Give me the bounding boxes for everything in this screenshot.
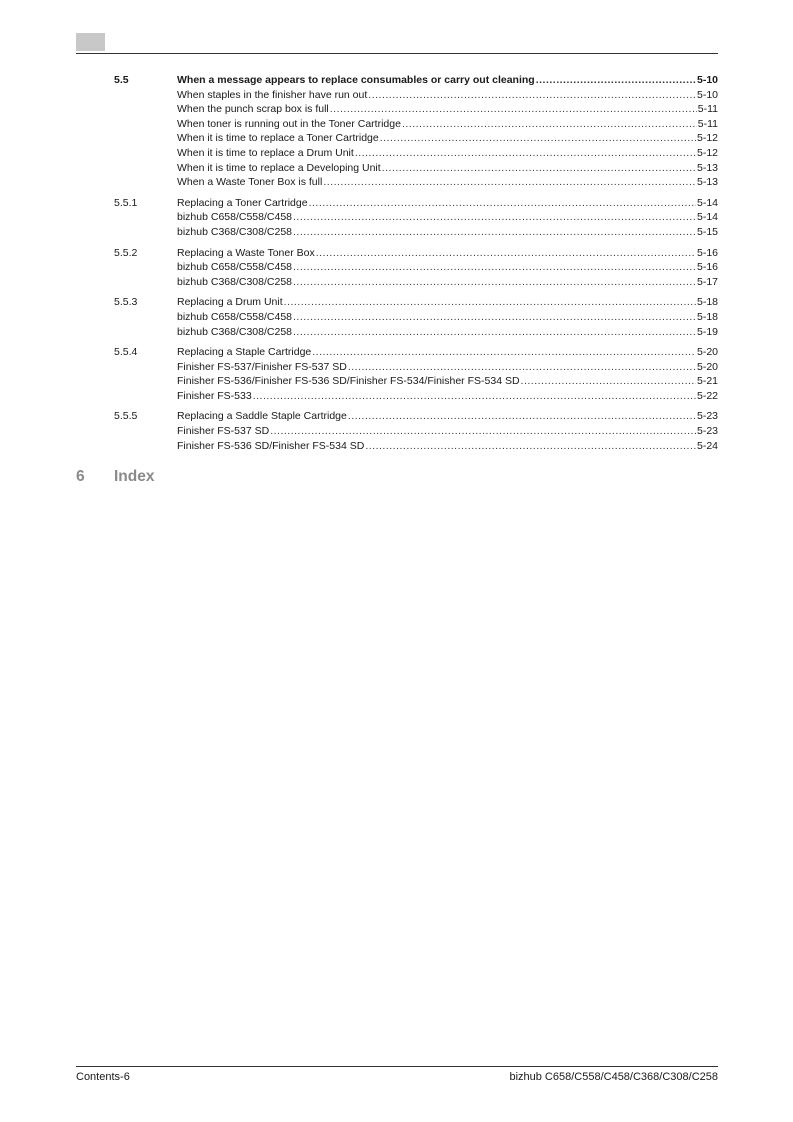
toc-entry[interactable] [177, 117, 718, 132]
toc-entry-title: bizhub C368/C308/C258 [177, 275, 292, 288]
toc-entry[interactable] [177, 389, 718, 404]
toc-entry-page: 5-13 [696, 161, 718, 174]
toc-entry-page: 5-14 [696, 196, 718, 209]
toc-entry-page: 5-20 [696, 346, 718, 359]
toc-entry-page: 5-22 [696, 389, 718, 402]
toc-entry-page: 5-16 [696, 246, 718, 259]
toc-dot-leader [312, 345, 696, 360]
toc-entry-page: 5-14 [696, 211, 718, 224]
toc-entry-page: 5-15 [696, 225, 718, 238]
toc-entry[interactable] [177, 102, 718, 117]
toc-entry-page: 5-19 [696, 325, 718, 338]
toc-entry-title: When it is time to replace a Drum Unit [177, 146, 354, 159]
toc-group [76, 73, 718, 190]
toc-entry[interactable] [177, 360, 718, 375]
toc-entry-title: Replacing a Waste Toner Box [177, 246, 315, 259]
toc-entry[interactable] [177, 409, 718, 424]
toc-entry[interactable] [177, 73, 718, 88]
toc-entry[interactable] [177, 88, 718, 103]
toc-entry-title: bizhub C658/C558/C458 [177, 211, 292, 224]
toc-entry-title: Finisher FS-533 [177, 389, 252, 402]
toc-dot-leader [293, 325, 696, 340]
toc-entry-title: When a message appears to replace consumables or carry out cleaning [177, 74, 535, 86]
toc-entry-title: When a Waste Toner Box is full [177, 176, 323, 189]
header-rule [76, 53, 718, 54]
toc-entry-page: 5-24 [696, 439, 718, 452]
toc-dot-leader [293, 275, 696, 290]
toc-entry[interactable] [177, 161, 718, 176]
toc-entry-title: Replacing a Drum Unit [177, 296, 283, 309]
toc-entry[interactable] [177, 439, 718, 454]
toc-dot-leader [380, 131, 696, 146]
toc-entry-page: 5-10 [696, 74, 718, 86]
header-tab [76, 33, 105, 51]
toc-entry-title: bizhub C368/C308/C258 [177, 225, 292, 238]
toc-dot-leader [521, 374, 696, 389]
toc-section-number: 5.5.5 [114, 410, 138, 423]
toc-dot-leader [348, 409, 696, 424]
toc-entry-page: 5-10 [696, 88, 718, 101]
toc-entry[interactable] [177, 275, 718, 290]
toc-entry[interactable] [177, 295, 718, 310]
toc-dot-leader [355, 146, 696, 161]
toc-dot-leader [293, 260, 696, 275]
toc-entry-page: 5-16 [696, 261, 718, 274]
toc-dot-leader [253, 389, 696, 404]
chapter-number: 6 [76, 468, 85, 485]
toc-dot-leader [382, 161, 696, 176]
toc-section-number: 5.5.1 [114, 196, 138, 209]
toc-entry-title: When it is time to replace a Toner Cartridge [177, 132, 379, 145]
toc-entry-page: 5-23 [696, 410, 718, 423]
toc-dot-leader [293, 210, 696, 225]
toc-entry-page: 5-12 [696, 146, 718, 159]
toc-entry[interactable] [177, 225, 718, 240]
toc-entry[interactable] [177, 310, 718, 325]
toc-entry-title: When the punch scrap box is full [177, 103, 329, 116]
toc-entry[interactable] [177, 260, 718, 275]
toc-entry-title: Replacing a Saddle Staple Cartridge [177, 410, 347, 423]
footer-rule [76, 1066, 718, 1067]
toc-dot-leader [402, 117, 697, 132]
toc-dot-leader [323, 175, 696, 190]
chapter-title: Index [114, 468, 155, 485]
toc-dot-leader [368, 88, 696, 103]
chapter-heading[interactable] [76, 468, 154, 486]
toc-section-number: 5.5.2 [114, 246, 138, 259]
toc-group [76, 196, 718, 240]
toc-group [76, 246, 718, 290]
toc-group [76, 409, 718, 453]
table-of-contents [76, 73, 718, 459]
toc-entry[interactable] [177, 345, 718, 360]
toc-entry-page: 5-18 [696, 310, 718, 323]
toc-entry-page: 5-23 [696, 425, 718, 438]
toc-entry[interactable] [177, 146, 718, 161]
toc-entry-title: Finisher FS-536 SD/Finisher FS-534 SD [177, 439, 365, 452]
toc-entry[interactable] [177, 374, 718, 389]
toc-entry-title: Finisher FS-536/Finisher FS-536 SD/Finisher FS-534/Finisher FS-534 SD [177, 375, 520, 388]
toc-entry[interactable] [177, 246, 718, 261]
toc-entry[interactable] [177, 131, 718, 146]
toc-entry-page: 5-12 [696, 132, 718, 145]
toc-dot-leader [284, 295, 696, 310]
toc-entry-page: 5-13 [696, 176, 718, 189]
toc-entry-page: 5-11 [697, 117, 718, 130]
footer-page-label: Contents-6 [76, 1071, 130, 1083]
toc-dot-leader [536, 73, 696, 88]
toc-entry-page: 5-18 [696, 296, 718, 309]
toc-dot-leader [293, 310, 696, 325]
toc-entry-title: bizhub C658/C558/C458 [177, 261, 292, 274]
toc-entry-title: Replacing a Staple Cartridge [177, 346, 312, 359]
toc-entry-title: bizhub C368/C308/C258 [177, 325, 292, 338]
toc-dot-leader [293, 225, 696, 240]
toc-dot-leader [330, 102, 697, 117]
toc-dot-leader [348, 360, 696, 375]
toc-entry-title: When toner is running out in the Toner Cartridge [177, 117, 401, 130]
toc-entry-title: Finisher FS-537 SD [177, 425, 270, 438]
toc-section-number: 5.5 [114, 74, 129, 86]
toc-group [76, 345, 718, 403]
toc-entry[interactable] [177, 196, 718, 211]
toc-entry-page: 5-20 [696, 360, 718, 373]
toc-section-number: 5.5.3 [114, 296, 138, 309]
toc-dot-leader [316, 246, 696, 261]
toc-entry-title: When it is time to replace a Developing Unit [177, 161, 381, 174]
toc-entry[interactable] [177, 210, 718, 225]
toc-entry-page: 5-17 [696, 275, 718, 288]
toc-entry-title: When staples in the finisher have run out [177, 88, 368, 101]
toc-entry-page: 5-11 [697, 103, 718, 116]
toc-group [76, 295, 718, 339]
toc-entry[interactable] [177, 175, 718, 190]
toc-entry-page: 5-21 [696, 375, 718, 388]
footer-product-label: bizhub C658/C558/C458/C368/C308/C258 [509, 1071, 718, 1083]
toc-entry-title: Finisher FS-537/Finisher FS-537 SD [177, 360, 347, 373]
toc-dot-leader [365, 439, 696, 454]
toc-section-number: 5.5.4 [114, 346, 138, 359]
toc-entry-title: Replacing a Toner Cartridge [177, 196, 308, 209]
toc-entry[interactable] [177, 424, 718, 439]
toc-dot-leader [270, 424, 696, 439]
toc-entry-title: bizhub C658/C558/C458 [177, 310, 292, 323]
toc-entry[interactable] [177, 325, 718, 340]
toc-dot-leader [309, 196, 696, 211]
